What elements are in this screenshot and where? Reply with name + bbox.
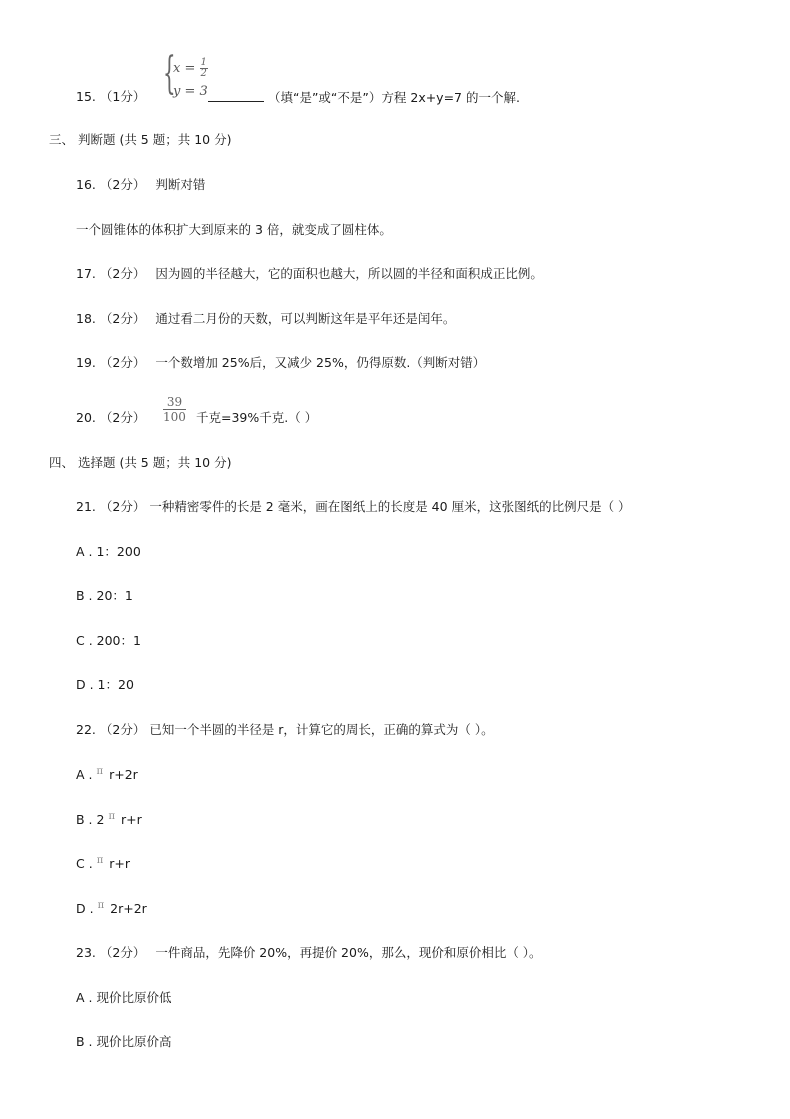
q21-line — [76, 499, 631, 515]
equation-system — [163, 48, 213, 100]
q18-number: 18. — [76, 311, 96, 326]
q16-statement: 一个圆锥体的体积扩大到原来的 3 倍，就变成了圆柱体。 — [76, 222, 392, 237]
q22-option-c[interactable]: C . $^\pi$ r+r — [76, 855, 131, 871]
q16-points: （2分） — [99, 177, 146, 192]
q23-text: 一件商品，先降价 20%，再提价 20%，那么，现价和原价相比（ ）。 — [155, 945, 542, 960]
q23-option-a[interactable]: A . 现价比原价低 — [76, 990, 172, 1005]
q19-text: 一个数增加 25%后，又减少 25%，仍得原数.（判断对错） — [155, 355, 486, 370]
q17-line — [76, 266, 543, 282]
q22-option-b[interactable]: B . 2 $^\pi$ r+r — [76, 811, 142, 827]
q15-number-line — [76, 89, 145, 105]
q21-option-c[interactable]: C . 200：1 — [76, 633, 141, 648]
q22-option-d[interactable]: D . $^\pi$ 2r+2r — [76, 900, 147, 916]
pi-symbol: π — [96, 766, 104, 777]
q21-points: （2分） — [99, 499, 146, 514]
q20-points: （2分） — [99, 410, 146, 425]
q16-text: 判断对错 — [155, 177, 206, 192]
q15-points: （1分） — [99, 89, 146, 104]
answer-blank[interactable] — [208, 89, 264, 102]
q20-text: 千克=39%千克.（ ） — [196, 410, 318, 425]
q21-text: 一种精密零件的长是 2 毫米，画在图纸上的长度是 40 厘米，这张图纸的比例尺是（ ） — [149, 499, 631, 514]
section-4-title: 四、 选择题 (共 5 题；共 10 分) — [49, 455, 232, 470]
fraction-one-half: $\frac{1}{2}$ — [200, 57, 207, 79]
q23-points: （2分） — [99, 945, 146, 960]
section-3-title: 三、 判断题 (共 5 题；共 10 分) — [49, 132, 232, 147]
equation-y: y = 3 — [173, 84, 208, 99]
pi-symbol: π — [97, 900, 105, 911]
q17-number: 17. — [76, 266, 96, 281]
q15-text: （填“是”或“不是”）方程 2x+y=7 的一个解. — [267, 90, 520, 105]
q17-points: （2分） — [99, 266, 146, 281]
q22-number: 22. — [76, 722, 96, 737]
q20-number: 20. — [76, 410, 96, 425]
q23-line — [76, 945, 542, 961]
q15-number: 15. — [76, 89, 96, 104]
q22-points: （2分） — [99, 722, 146, 737]
fraction-39-100: 39 100 — [163, 395, 186, 424]
q22-line — [76, 722, 494, 738]
q23-number: 23. — [76, 945, 96, 960]
equation-x: x = $\frac{1}{2}$ — [173, 57, 207, 79]
q17-text: 因为圆的半径越大，它的面积也越大，所以圆的半径和面积成正比例。 — [155, 266, 543, 281]
pi-symbol: π — [108, 811, 116, 822]
q16-line — [76, 177, 205, 193]
q22-option-a[interactable]: A . $^\pi$ r+2r — [76, 766, 138, 782]
q21-option-d[interactable]: D . 1：20 — [76, 677, 134, 692]
q18-line — [76, 311, 455, 327]
q23-option-b[interactable]: B . 现价比原价高 — [76, 1034, 172, 1049]
brace-symbol: { — [163, 48, 176, 99]
q21-number: 21. — [76, 499, 96, 514]
q19-line — [76, 355, 485, 371]
pi-symbol: π — [96, 855, 104, 866]
q18-text: 通过看二月份的天数，可以判断这年是平年还是闰年。 — [155, 311, 456, 326]
q19-number: 19. — [76, 355, 96, 370]
q21-option-a[interactable]: A . 1：200 — [76, 544, 141, 559]
q18-points: （2分） — [99, 311, 146, 326]
q21-option-b[interactable]: B . 20：1 — [76, 588, 133, 603]
q16-number: 16. — [76, 177, 96, 192]
q19-points: （2分） — [99, 355, 146, 370]
q15-question — [208, 89, 520, 106]
q20-line — [76, 410, 145, 426]
q22-text: 已知一个半圆的半径是 r，计算它的周长，正确的算式为（ ）。 — [149, 722, 494, 737]
